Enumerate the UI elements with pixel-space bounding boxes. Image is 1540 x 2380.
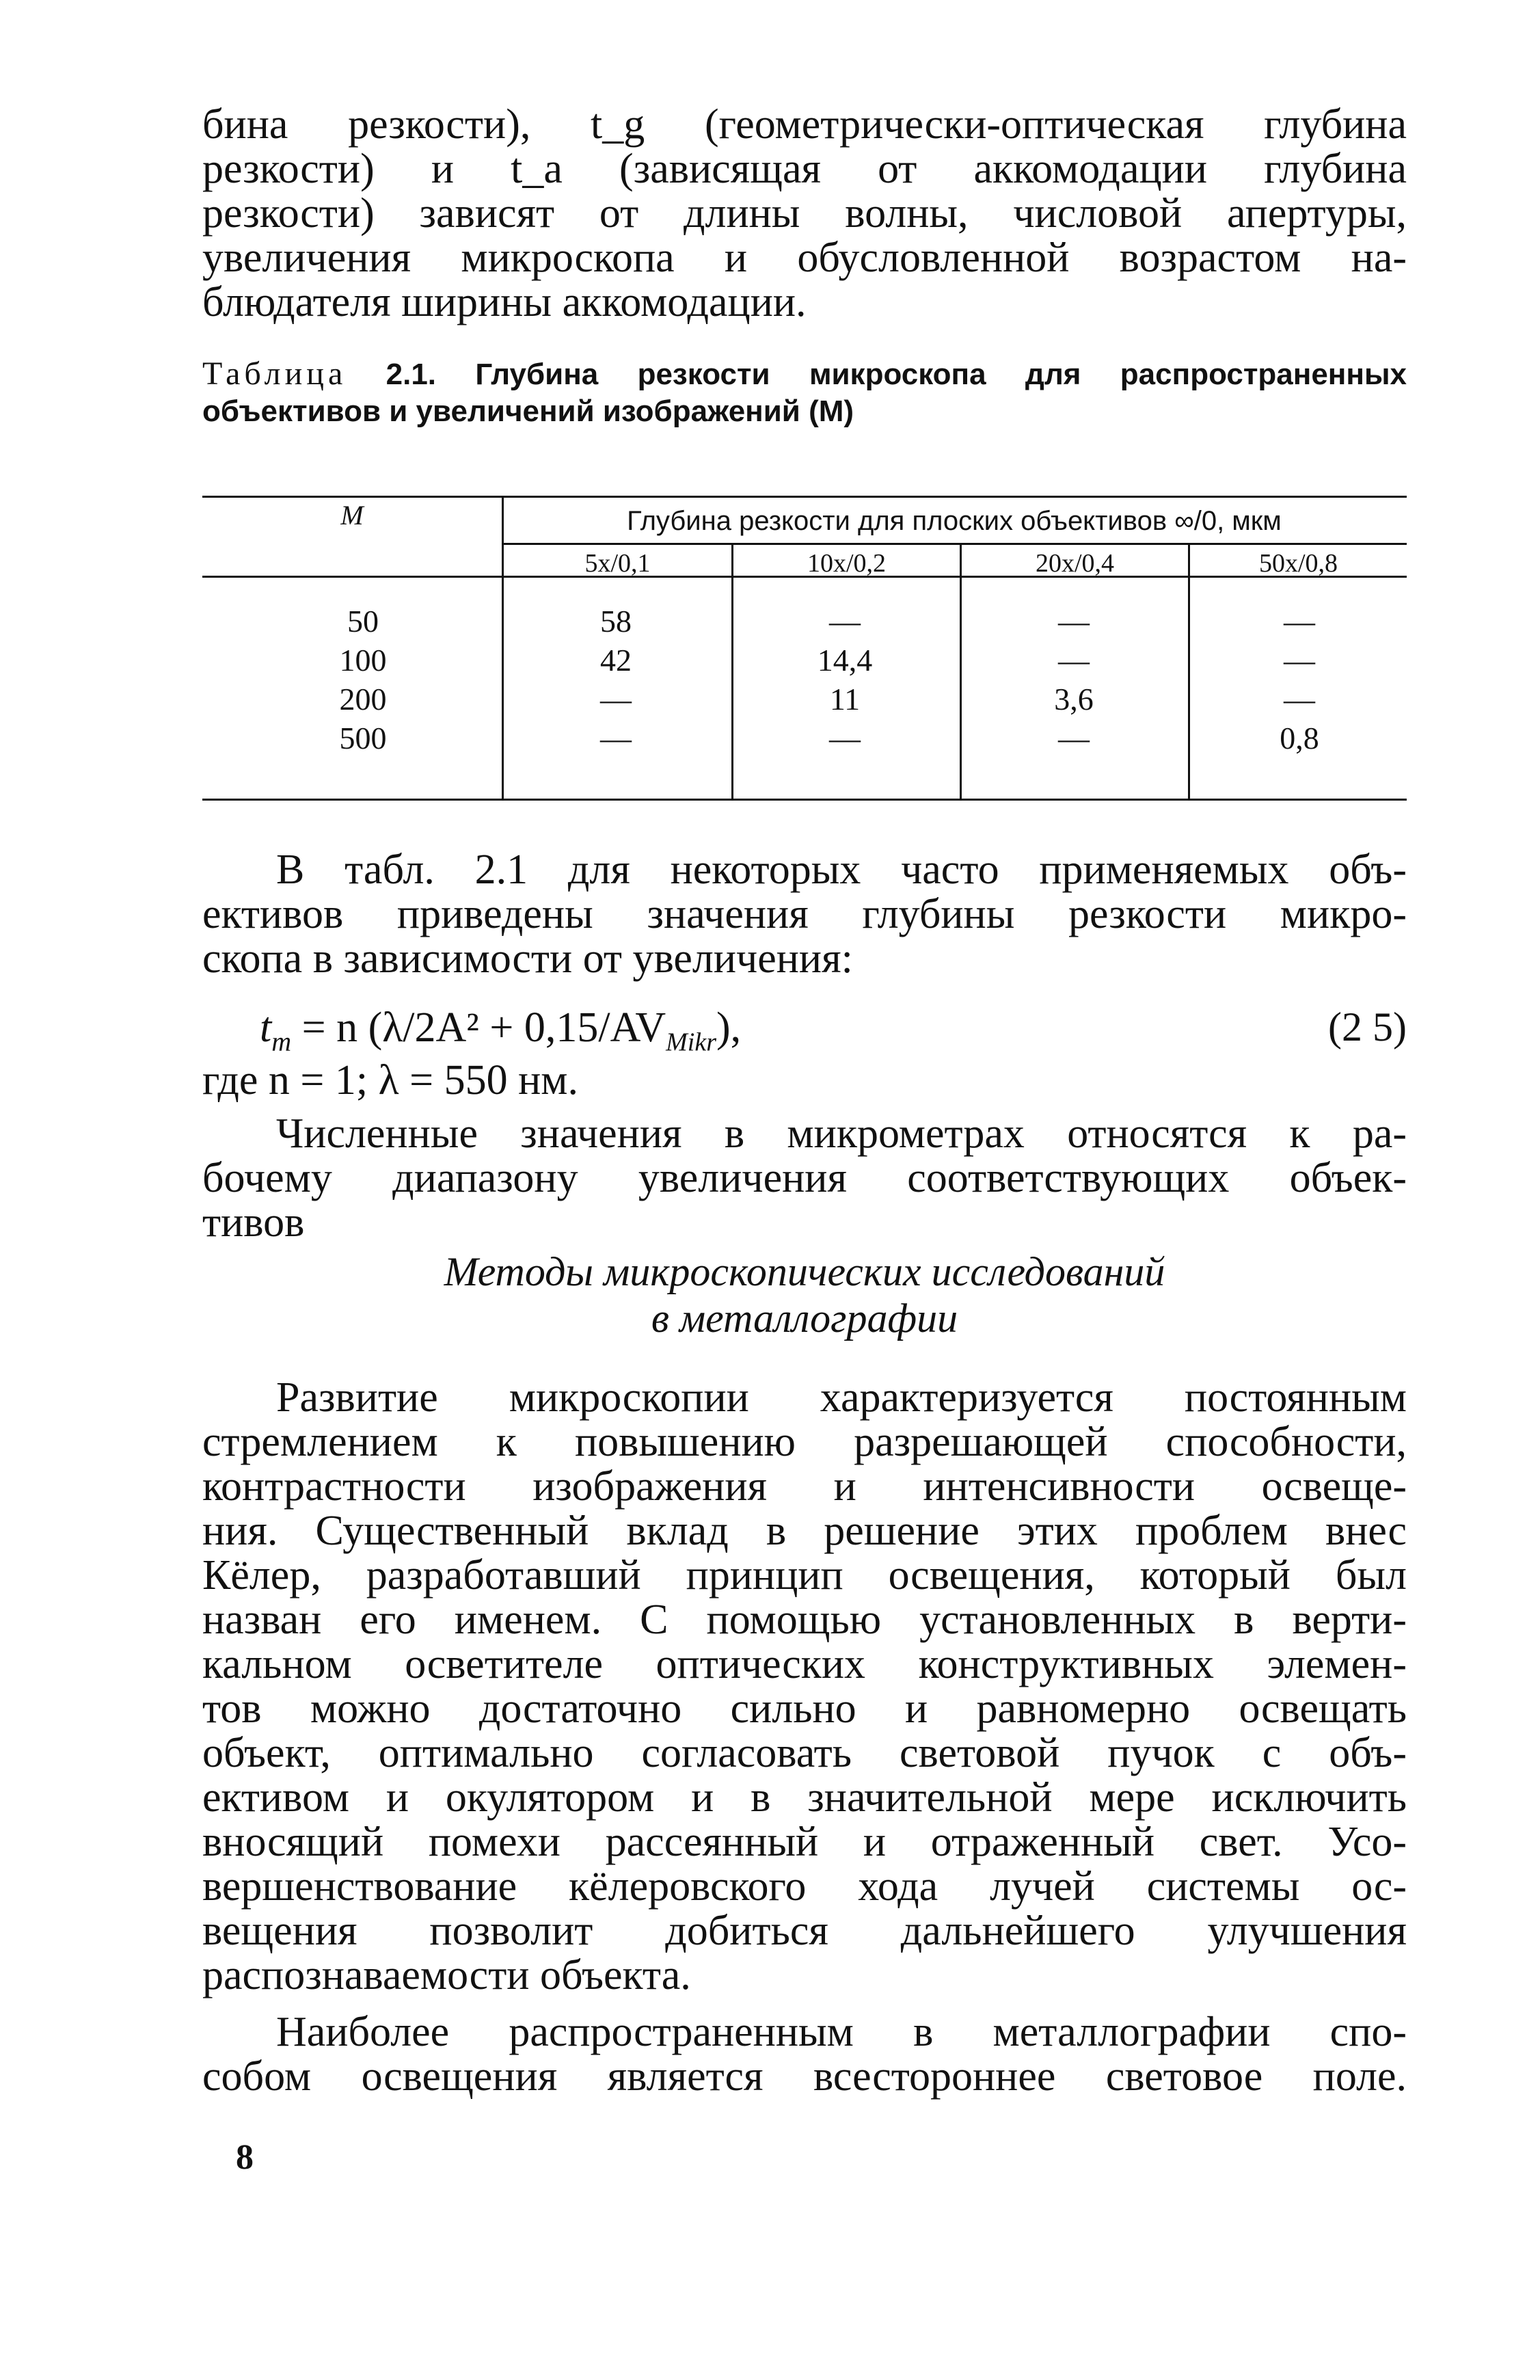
text-line: увеличения микроскопа и обусловленной возрастом на-	[202, 235, 1407, 281]
text-line: резкости) и t_a (зависящая от аккомодации глубина	[202, 146, 1407, 192]
text-line: резкости) зависят от длины волны, числовой апертуры,	[202, 190, 1407, 237]
table-cell: 14,4	[817, 643, 873, 678]
caption-text-2: объективов и увеличений изображений (M)	[202, 395, 854, 428]
text-line: В табл. 2.1 для некоторых часто применяемых объ-	[276, 846, 1407, 893]
formula-lhs: t	[260, 1004, 272, 1051]
table-top-rule	[202, 496, 1407, 498]
caption-number: 2.1.	[386, 358, 437, 391]
text-line: распознаваемости объекта.	[202, 1952, 691, 1998]
text-line: вносящий помехи рассеянный и отраженный свет. Усо-	[202, 1819, 1407, 1865]
page-number: 8	[236, 2138, 254, 2177]
caption-text-1: Глубина резкости микроскопа для распространенных	[475, 358, 1407, 391]
where-line	[202, 1058, 1407, 1103]
text-line: тов можно достаточно сильно и равномерно освещать	[202, 1685, 1407, 1732]
col-header-m: M	[340, 500, 364, 531]
text-line: объект, оптимально согласовать световой пучок с объ-	[202, 1730, 1407, 1776]
table-caption	[202, 356, 1407, 430]
text-line: ективов приведены значения глубины резкости микро-	[202, 891, 1407, 937]
formula	[260, 1004, 741, 1057]
text-line: кальном осветителе оптических конструктивных элемен-	[202, 1641, 1407, 1687]
paragraph-1	[202, 103, 1407, 325]
paragraph-3	[202, 1112, 1407, 1245]
formula-rhs: = n (λ/2A² + 0,15/AV	[301, 1004, 666, 1051]
text-line: Численные значения в микрометрах относятся к ра-	[276, 1110, 1407, 1157]
text-line: стремлением к повышению разрешающей способности,	[202, 1419, 1407, 1465]
table-cell: 100	[339, 643, 387, 678]
depth-of-field-table	[202, 453, 1407, 801]
col-header: 10x/0,2	[807, 549, 887, 578]
table-cell: 50	[347, 604, 379, 639]
col-divider	[960, 543, 962, 799]
table-cell: 58	[600, 604, 632, 639]
caption-label: Таблица	[202, 356, 347, 392]
text-line: тивов	[202, 1199, 305, 1246]
table-cell: 3,6	[1054, 682, 1094, 717]
formula-lhs-sub: m	[271, 1026, 292, 1057]
text-line: скопа в зависимости от увеличения:	[202, 935, 853, 982]
text-line: собом освещения является всестороннее световое поле.	[202, 2053, 1407, 2100]
col-50x	[1228, 602, 1371, 758]
equation-number: (2 5)	[1328, 1004, 1407, 1049]
text-line: Развитие микроскопии характеризуется постоянным	[276, 1374, 1407, 1421]
text-line: Кёлер, разработавший принцип освещения, который был	[202, 1552, 1407, 1599]
text-line: ективом и окулятором и в значительной мере исключить	[202, 1774, 1407, 1821]
col-divider	[502, 496, 504, 799]
text-line: блюдателя ширины аккомодации.	[202, 279, 807, 325]
table-cell: —	[1284, 682, 1315, 717]
col-group-header: Глубина резкости для плоских объективов ∞/0, мкм	[627, 506, 1282, 536]
col-5x	[558, 602, 674, 758]
col-divider	[731, 543, 733, 799]
table-cell: 200	[339, 682, 387, 717]
caption-line-1	[202, 356, 1407, 393]
text-line: назван его именем. С помощью установленных в верти-	[202, 1596, 1407, 1643]
table-cell: —	[600, 682, 632, 717]
table-cell: 42	[600, 643, 632, 678]
text-line: где n = 1; λ = 550 нм.	[202, 1057, 579, 1104]
table-cell: 0,8	[1280, 721, 1319, 756]
col-header: 50x/0,8	[1258, 549, 1338, 578]
text-line: ния. Существенный вклад в решение этих проблем внес	[202, 1508, 1407, 1554]
text-line: бочему диапазону увеличения соответствующих объек-	[202, 1155, 1407, 1201]
table-cell: —	[1058, 643, 1090, 678]
formula-rhs-end: ),	[716, 1004, 742, 1051]
col-header: 5x/0,1	[584, 549, 651, 578]
table-cell: —	[1058, 604, 1090, 639]
table-cell: —	[829, 721, 861, 756]
table-cell: 500	[339, 721, 387, 756]
table-cell: —	[600, 721, 632, 756]
text-line: вершенствование кёлеровского хода лучей системы ос-	[202, 1863, 1407, 1910]
col-20x	[1005, 602, 1142, 758]
heading-line: Методы микроскопических исследований	[444, 1249, 1165, 1294]
col-m	[319, 602, 407, 758]
text-line: контрастности изображения и интенсивности освеще-	[202, 1463, 1407, 1510]
table-cell: —	[1058, 721, 1090, 756]
section-heading	[202, 1248, 1407, 1341]
header-mid-rule	[502, 543, 1407, 545]
col-header: 20x/0,4	[1035, 549, 1115, 578]
text-line: Наиболее распространенным в металлографии спо-	[276, 2009, 1407, 2055]
table-cell: —	[1284, 643, 1315, 678]
heading-line: в металлографии	[651, 1296, 958, 1341]
col-divider	[1188, 543, 1190, 799]
table-cell: —	[1284, 604, 1315, 639]
paragraph-4	[202, 1376, 1407, 1998]
paragraph-5	[202, 2010, 1407, 2099]
paragraph-2	[202, 848, 1407, 981]
formula-rhs-sub: Mikr	[666, 1028, 717, 1057]
table-cell: —	[829, 604, 861, 639]
col-10x	[776, 602, 913, 758]
table-cell: 11	[829, 682, 861, 717]
text-line: вещения позволит добиться дальнейшего улучшения	[202, 1908, 1407, 1954]
text-line: бина резкости), t_g (геометрически-оптическая глубина	[202, 101, 1407, 148]
table-bottom-rule	[202, 799, 1407, 801]
